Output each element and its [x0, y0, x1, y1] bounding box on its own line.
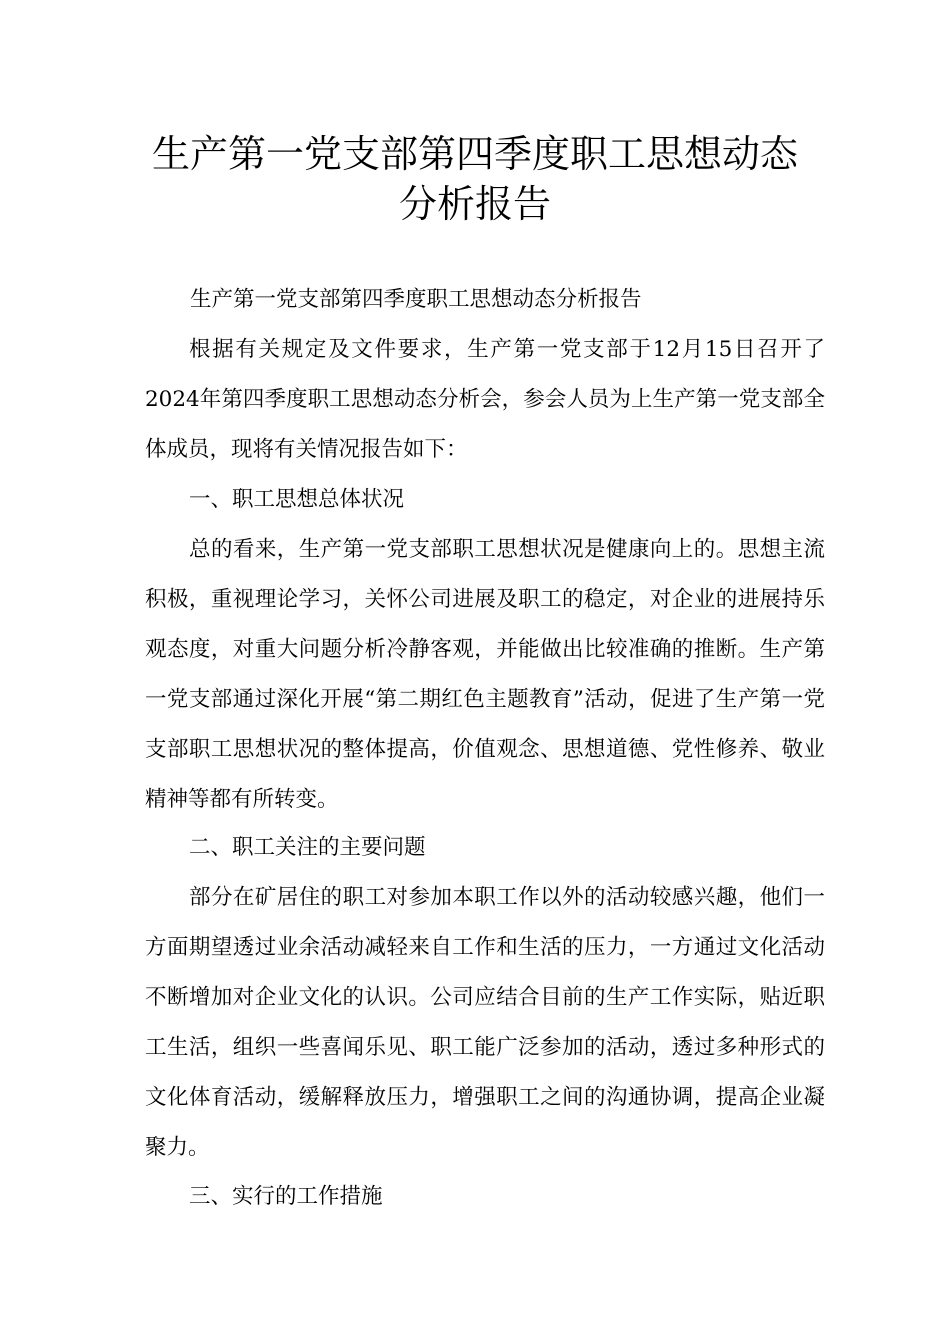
document-title-line1: 生产第一党支部第四季度职工思想动态	[151, 132, 798, 176]
section2-paragraph: 部分在矿居住的职工对参加本职工作以外的活动较感兴趣，他们一方面期望透过业余活动减轻来自工作和生活的压力，一方通过文化活动不断增加对企业文化的认识。公司应结合目前的生产工作实际，贴近职工生活，组织一些喜闻乐见、职工能广泛参加的活动，透过多种形式的文化体育活动，缓解释放压力，增强职工之间的沟通协调，提高企业凝聚力。	[145, 885, 825, 1160]
section1-heading: 一、职工思想总体状况	[189, 487, 405, 512]
document-title-line2: 分析报告	[398, 182, 551, 226]
document-subtitle: 生产第一党支部第四季度职工思想动态分析报告	[190, 287, 642, 312]
section3-heading: 三、实行的工作措施	[189, 1184, 383, 1209]
section2-heading: 二、职工关注的主要问题	[189, 835, 426, 860]
intro-paragraph: 根据有关规定及文件要求，生产第一党支部于12月15日召开了2024年第四季度职工思想动态分析会，参会人员为上生产第一党支部全体成员，现将有关情况报告如下：	[145, 337, 825, 462]
section1-paragraph: 总的看来，生产第一党支部职工思想状况是健康向上的。思想主流积极，重视理论学习，关怀公司进展及职工的稳定，对企业的进展持乐观态度，对重大问题分析冷静客观，并能做出比较准确的推断。生产第一党支部通过深化开展“第二期红色主题教育”活动，促进了生产第一党支部职工思想状况的整体提高，价值观念、思想道德、党性修养、敬业精神等都有所转变。	[145, 537, 825, 812]
